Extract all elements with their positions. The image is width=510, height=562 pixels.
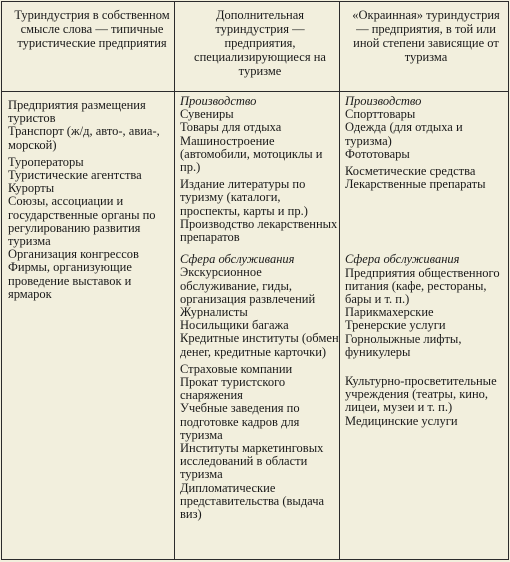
column-peripheral-industry [345,95,507,428]
list-item: Организация конгрессов [8,247,139,262]
list-item: Фототовары [345,146,410,161]
list-item: Страховые компании [180,361,293,376]
list-item: Косметические средства [345,164,476,179]
list-item: Производство лекарственных препаратов [180,216,338,245]
list-item: Носильщики багажа [180,318,289,333]
list-item: Сувениры [180,107,234,122]
list-item: Туристические агентства [8,168,142,183]
list-item: Медицинские услуги [345,413,458,428]
list-item: Экскурсионное обслуживание, гиды, организация развлечений [180,265,316,306]
header-divider [2,91,508,92]
list-item: Парикмахерские [345,305,434,320]
list-item: Спорттовары [345,107,416,122]
list-item: Машиностроение (автомобили, мотоциклы и пр.) [180,133,323,175]
list-item: Горнолыжные лифты, фуникулеры [345,331,462,359]
list-item: Товары для отдыха [180,120,282,135]
column-core-industry [8,99,176,301]
list-item: Курорты [8,181,55,196]
list-item: Предприятия общественного питания (кафе, рестораны, бары и т. п.) [345,265,500,307]
list-item: Тренерские услуги [345,318,446,333]
list-item: Лекарственные препараты [345,177,486,192]
column-additional-industry [180,95,340,521]
list-item: Кредитные институты (обмен денег, кредитные карточки) [180,331,339,359]
list-item: Институты маркетинговых исследований в области туризма [180,441,324,482]
list-item: Одежда (для отдыха и туризма) [345,120,463,148]
list-item: Учебные заведения по подготовке кадров для туризма [180,401,300,442]
list-item: Транспорт (ж/д, авто-, авиа-, морской) [8,124,160,152]
list-item: Прокат туристского снаряжения [180,375,286,403]
section-title-services: Сфера обслуживания [345,252,460,267]
header-additional-industry: Дополнительная туриндустрия — предприятия, специализирующиеся на туризме [194,8,326,78]
list-item: Предприятия размещения туристов [8,98,146,126]
list-item: Фирмы, организующие проведение выставок и ярмарок [8,260,132,301]
tourism-industry-table [1,1,509,560]
section-title-production: Производство [180,94,257,108]
section-title-services: Сфера обслуживания [180,252,295,267]
list-item: Журналисты [180,305,248,320]
header-peripheral-industry: «Окраинная» туриндустрия — предприятия, в той или иной степени зависящие от туризма [352,8,500,64]
header-core-industry: Туриндустрия в собственном смысле слова — типичные туристические предприятия [14,8,170,50]
list-item: Культурно-просветительные учреждения (театры, кино, лицеи, музеи и т. п.) [345,374,497,415]
list-item: Издание литературы по туризму (каталоги, проспекты, карты и пр.) [180,177,308,218]
list-item: Союзы, ассоциации и государственные органы по регулированию развития туризма [8,194,156,249]
section-title-production: Производство [345,94,422,108]
list-item: Туроператоры [8,154,84,169]
list-item: Дипломатические представительства (выдача виз) [180,480,325,522]
